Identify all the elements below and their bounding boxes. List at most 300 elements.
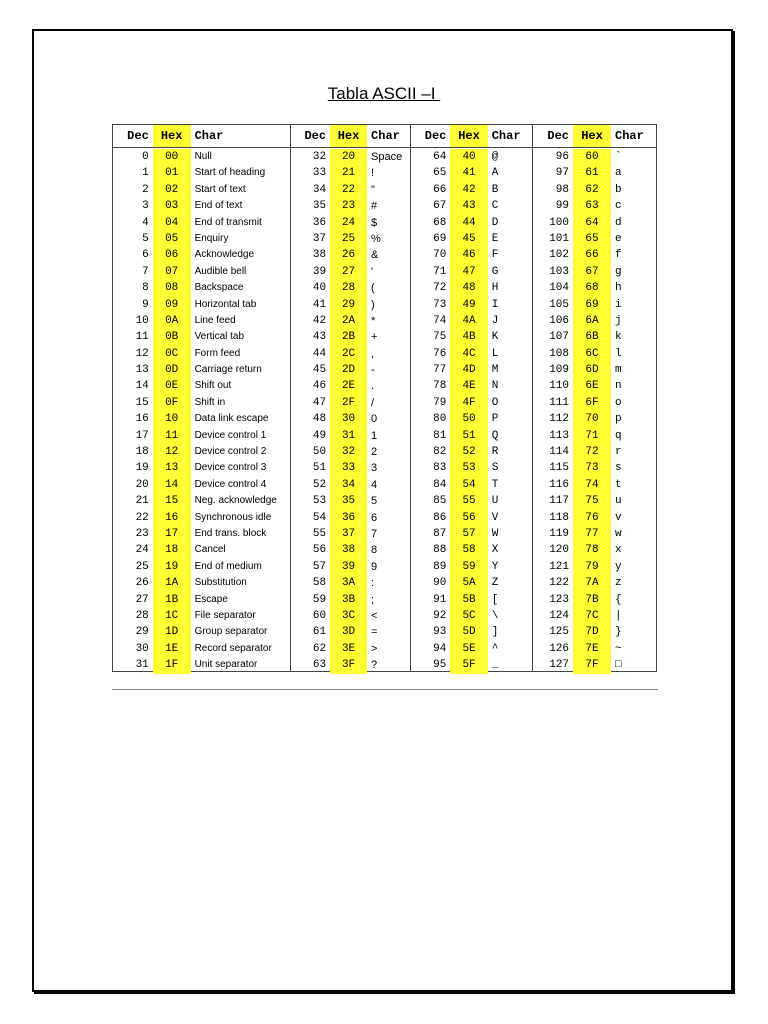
hex-cell: 41 <box>450 165 487 181</box>
char-cell: | <box>615 609 622 622</box>
dec-cell: 70 <box>433 249 447 262</box>
hex-cell: 2A <box>330 313 367 329</box>
dec-cell: 56 <box>312 544 327 557</box>
dec-cell: 89 <box>433 560 447 573</box>
hex-cell: 65 <box>573 231 611 247</box>
table-row <box>533 493 656 509</box>
hex-cell: 2C <box>330 346 367 362</box>
char-cell: 4 <box>371 478 378 491</box>
hex-cell: 48 <box>450 280 487 296</box>
dec-cell: 83 <box>433 462 447 475</box>
char-cell: ; <box>371 593 375 606</box>
table-row <box>291 264 410 280</box>
char-cell: A <box>491 167 499 180</box>
table-row <box>113 362 290 378</box>
table-row <box>113 313 290 329</box>
dec-cell: 34 <box>312 183 327 196</box>
dec-cell: 3 <box>142 200 149 213</box>
char-cell: G <box>491 265 499 278</box>
hex-cell: 7E <box>573 641 611 657</box>
table-row <box>291 526 410 542</box>
table-row <box>411 411 532 427</box>
hex-cell: 06 <box>153 247 191 263</box>
hex-cell: 26 <box>330 247 367 263</box>
hex-cell: 6D <box>573 362 611 378</box>
table-rows <box>113 148 290 674</box>
char-cell: l <box>615 347 622 360</box>
hex-cell: 14 <box>153 477 191 493</box>
char-cell: Audible bell <box>194 265 247 277</box>
hex-cell: 6B <box>573 329 611 345</box>
header-char: Char <box>194 129 224 143</box>
char-cell: 3 <box>371 462 378 475</box>
dec-cell: 71 <box>433 265 447 278</box>
table-row <box>291 297 410 313</box>
char-cell: T <box>491 478 499 491</box>
hex-cell: 52 <box>450 444 487 460</box>
table-row <box>291 510 410 526</box>
char-cell: Device control 1 <box>194 429 267 441</box>
table-row <box>291 559 410 575</box>
table-row <box>291 592 410 608</box>
dec-cell: 114 <box>549 446 569 459</box>
header-hex: Hex <box>153 125 191 147</box>
hex-cell: 6C <box>573 346 611 362</box>
char-cell: \ <box>491 609 499 622</box>
hex-cell: 67 <box>573 264 611 280</box>
hex-cell: 3E <box>330 641 367 657</box>
dec-cell: 52 <box>312 478 327 491</box>
dec-cell: 33 <box>312 167 327 180</box>
header-row <box>411 125 532 148</box>
table-row <box>533 346 656 362</box>
dec-cell: 75 <box>433 331 447 344</box>
table-row <box>411 215 532 231</box>
table-row <box>411 362 532 378</box>
table-row <box>291 575 410 591</box>
dec-cell: 117 <box>549 495 569 508</box>
dec-cell: 123 <box>549 593 569 606</box>
dec-cell: 53 <box>312 495 327 508</box>
dec-cell: 31 <box>135 659 149 672</box>
char-cell: M <box>491 364 499 377</box>
dec-cell: 86 <box>433 511 447 524</box>
char-cell: J <box>491 314 499 327</box>
dec-cell: 7 <box>142 265 149 278</box>
header-row <box>113 125 290 148</box>
table-row <box>113 657 290 673</box>
char-cell: N <box>491 380 499 393</box>
table-row <box>533 526 656 542</box>
char-cell: Cancel <box>194 544 226 556</box>
hex-cell: 60 <box>573 149 611 165</box>
dec-cell: 26 <box>135 577 149 590</box>
hex-cell: 29 <box>330 297 367 313</box>
hex-cell: 01 <box>153 165 191 181</box>
char-cell: { <box>615 593 622 606</box>
dec-cell: 90 <box>433 577 447 590</box>
hex-cell: 70 <box>573 411 611 427</box>
hex-cell: 66 <box>573 247 611 263</box>
table-row <box>291 362 410 378</box>
table-row <box>411 460 532 476</box>
table-row <box>533 411 656 427</box>
dec-cell: 81 <box>433 429 447 442</box>
hex-cell: 4B <box>450 329 487 345</box>
hex-cell: 0C <box>153 346 191 362</box>
table-row <box>411 493 532 509</box>
dec-cell: 94 <box>433 642 447 655</box>
table-row <box>113 444 290 460</box>
hex-cell: 2F <box>330 395 367 411</box>
dec-cell: 102 <box>549 249 569 262</box>
header-hex: Hex <box>450 125 487 147</box>
hex-cell: 3A <box>330 575 367 591</box>
table-row <box>533 624 656 640</box>
dec-cell: 17 <box>135 429 149 442</box>
char-cell: 1 <box>371 429 378 442</box>
char-cell: Data link escape <box>194 413 269 425</box>
dec-cell: 113 <box>549 429 569 442</box>
hex-cell: 36 <box>330 510 367 526</box>
table-row <box>411 378 532 394</box>
hex-cell: 09 <box>153 297 191 313</box>
table-row <box>291 165 410 181</box>
header-row <box>291 125 410 148</box>
horizontal-rule <box>112 689 658 690</box>
table-row <box>113 149 290 165</box>
hex-cell: 49 <box>450 297 487 313</box>
hex-cell: 0F <box>153 395 191 411</box>
char-cell: > <box>371 642 378 655</box>
dec-cell: 39 <box>312 265 327 278</box>
dec-cell: 76 <box>433 347 447 360</box>
dec-cell: 35 <box>312 200 327 213</box>
hex-cell: 7D <box>573 624 611 640</box>
table-row <box>411 297 532 313</box>
hex-cell: 33 <box>330 460 367 476</box>
char-cell: Substitution <box>194 577 247 589</box>
dec-cell: 109 <box>549 364 569 377</box>
hex-cell: 5C <box>450 608 487 624</box>
table-row <box>291 313 410 329</box>
table-row <box>113 165 290 181</box>
char-cell: Carriage return <box>194 364 262 376</box>
char-cell: / <box>371 396 375 409</box>
table-row <box>113 182 290 198</box>
hex-cell: 56 <box>450 510 487 526</box>
hex-cell: 24 <box>330 215 367 231</box>
table-row <box>113 624 290 640</box>
char-cell: $ <box>371 216 378 229</box>
hex-cell: 78 <box>573 542 611 558</box>
dec-cell: 74 <box>433 314 447 327</box>
hex-cell: 7F <box>573 657 611 673</box>
table-row <box>533 362 656 378</box>
char-cell: " <box>371 183 375 196</box>
table-row <box>411 526 532 542</box>
char-cell: . <box>371 380 375 393</box>
dec-cell: 25 <box>135 560 149 573</box>
char-cell: z <box>615 577 622 590</box>
hex-cell: 02 <box>153 182 191 198</box>
dec-cell: 47 <box>312 396 327 409</box>
dec-cell: 101 <box>549 232 569 245</box>
char-cell: } <box>615 626 622 639</box>
char-cell: O <box>491 396 499 409</box>
table-row <box>291 641 410 657</box>
dec-cell: 28 <box>135 609 149 622</box>
hex-cell: 4D <box>450 362 487 378</box>
char-cell: < <box>371 609 378 622</box>
dec-cell: 27 <box>135 593 149 606</box>
table-rows <box>291 148 410 674</box>
hex-cell: 7C <box>573 608 611 624</box>
dec-cell: 41 <box>312 298 327 311</box>
header-dec: Dec <box>304 129 327 143</box>
hex-cell: 38 <box>330 542 367 558</box>
hex-cell: 43 <box>450 198 487 214</box>
hex-cell: 4A <box>450 313 487 329</box>
table-row <box>533 542 656 558</box>
char-cell: Null <box>194 151 212 162</box>
dec-cell: 8 <box>142 282 149 295</box>
hex-cell: 05 <box>153 231 191 247</box>
hex-cell: 47 <box>450 264 487 280</box>
hex-cell: 61 <box>573 165 611 181</box>
dec-cell: 60 <box>312 609 327 622</box>
dec-cell: 38 <box>312 249 327 262</box>
table-row <box>533 575 656 591</box>
char-cell: h <box>615 282 622 295</box>
char-cell: a <box>615 167 622 180</box>
hex-cell: 3C <box>330 608 367 624</box>
table-row <box>113 247 290 263</box>
char-cell: Q <box>491 429 499 442</box>
table-row <box>291 428 410 444</box>
hex-cell: 10 <box>153 411 191 427</box>
dec-cell: 84 <box>433 478 447 491</box>
hex-cell: 11 <box>153 428 191 444</box>
char-cell: [ <box>491 593 499 606</box>
dec-cell: 107 <box>549 331 569 344</box>
table-row <box>113 346 290 362</box>
table-row <box>533 198 656 214</box>
table-row <box>291 280 410 296</box>
dec-cell: 14 <box>135 380 149 393</box>
table-row <box>291 182 410 198</box>
table-row <box>291 247 410 263</box>
table-row <box>113 378 290 394</box>
hex-cell: 3B <box>330 592 367 608</box>
char-cell: Start of text <box>194 183 246 195</box>
char-cell: - <box>371 364 375 377</box>
table-row <box>411 149 532 165</box>
table-row <box>113 231 290 247</box>
char-cell: Start of heading <box>194 167 266 179</box>
dec-cell: 48 <box>312 413 327 426</box>
header-char: Char <box>371 129 400 143</box>
table-row <box>113 493 290 509</box>
hex-cell: 75 <box>573 493 611 509</box>
table-row <box>113 411 290 427</box>
dec-cell: 64 <box>433 151 447 163</box>
dec-cell: 91 <box>433 593 447 606</box>
ascii-table <box>112 124 657 672</box>
page-title-text: Tabla ASCII –I <box>327 84 441 103</box>
table-row <box>411 395 532 411</box>
table-row <box>113 395 290 411</box>
char-cell: E <box>491 232 499 245</box>
hex-cell: 4F <box>450 395 487 411</box>
char-cell: % <box>371 232 381 245</box>
dec-cell: 20 <box>135 478 149 491</box>
char-cell: ` <box>615 151 622 163</box>
char-cell: Device control 3 <box>194 462 267 474</box>
dec-cell: 46 <box>312 380 327 393</box>
dec-cell: 59 <box>312 593 327 606</box>
dec-cell: 97 <box>555 167 569 180</box>
hex-cell: 72 <box>573 444 611 460</box>
dec-cell: 11 <box>135 331 149 344</box>
char-cell: ( <box>371 282 375 295</box>
hex-cell: 16 <box>153 510 191 526</box>
hex-cell: 31 <box>330 428 367 444</box>
char-cell: @ <box>491 151 499 163</box>
dec-cell: 49 <box>312 429 327 442</box>
hex-cell: 6F <box>573 395 611 411</box>
dec-cell: 106 <box>549 314 569 327</box>
dec-cell: 6 <box>142 249 149 262</box>
table-row <box>113 608 290 624</box>
char-cell: o <box>615 396 622 409</box>
dec-cell: 37 <box>312 232 327 245</box>
table-row <box>113 264 290 280</box>
char-cell: 7 <box>371 527 378 540</box>
dec-cell: 50 <box>312 446 327 459</box>
table-row <box>411 231 532 247</box>
hex-cell: 34 <box>330 477 367 493</box>
hex-cell: 4E <box>450 378 487 394</box>
char-cell: 9 <box>371 560 378 573</box>
table-row <box>411 575 532 591</box>
table-row <box>113 428 290 444</box>
table-row <box>291 657 410 673</box>
table-row <box>411 592 532 608</box>
char-cell: _ <box>491 659 499 672</box>
dec-cell: 108 <box>549 347 569 360</box>
char-cell: Vertical tab <box>194 331 245 343</box>
char-cell: j <box>615 314 622 327</box>
hex-cell: 30 <box>330 411 367 427</box>
char-cell: = <box>371 626 378 639</box>
table-row <box>533 428 656 444</box>
char-cell: Escape <box>194 593 228 605</box>
hex-cell: 39 <box>330 559 367 575</box>
table-row <box>533 329 656 345</box>
hex-cell: 3D <box>330 624 367 640</box>
hex-cell: 77 <box>573 526 611 542</box>
dec-cell: 4 <box>142 216 149 229</box>
header-dec: Dec <box>424 129 447 143</box>
hex-cell: 0D <box>153 362 191 378</box>
char-cell: U <box>491 495 499 508</box>
hex-cell: 03 <box>153 198 191 214</box>
dec-cell: 124 <box>549 609 569 622</box>
table-row <box>533 510 656 526</box>
char-cell: + <box>371 331 378 344</box>
char-cell: e <box>615 232 622 245</box>
dec-cell: 127 <box>549 659 569 672</box>
hex-cell: 79 <box>573 559 611 575</box>
table-row <box>533 182 656 198</box>
hex-cell: 46 <box>450 247 487 263</box>
dec-cell: 67 <box>433 200 447 213</box>
char-cell: d <box>615 216 622 229</box>
dec-cell: 9 <box>142 298 149 311</box>
hex-cell: 5B <box>450 592 487 608</box>
table-row <box>411 280 532 296</box>
dec-cell: 55 <box>312 527 327 540</box>
table-row <box>113 592 290 608</box>
char-cell: End trans. block <box>194 527 267 539</box>
table-row <box>291 460 410 476</box>
char-cell: F <box>491 249 499 262</box>
dec-cell: 51 <box>312 462 327 475</box>
char-cell: v <box>615 511 622 524</box>
hex-cell: 18 <box>153 542 191 558</box>
hex-cell: 42 <box>450 182 487 198</box>
char-cell: H <box>491 282 499 295</box>
table-row <box>533 313 656 329</box>
table-row <box>411 657 532 673</box>
table-row <box>533 264 656 280</box>
char-cell: b <box>615 183 622 196</box>
hex-cell: 40 <box>450 149 487 165</box>
dec-cell: 58 <box>312 577 327 590</box>
dec-cell: 119 <box>549 527 569 540</box>
table-row <box>533 395 656 411</box>
hex-cell: 74 <box>573 477 611 493</box>
dec-cell: 96 <box>555 151 569 163</box>
dec-cell: 87 <box>433 527 447 540</box>
dec-cell: 0 <box>142 151 149 163</box>
char-cell: C <box>491 200 499 213</box>
hex-cell: 5E <box>450 641 487 657</box>
char-cell: Acknowledge <box>194 249 255 261</box>
hex-cell: 37 <box>330 526 367 542</box>
char-cell: End of transmit <box>194 216 262 228</box>
char-cell: k <box>615 331 622 344</box>
dec-cell: 66 <box>433 183 447 196</box>
hex-cell: 53 <box>450 460 487 476</box>
dec-cell: 30 <box>135 642 149 655</box>
hex-cell: 3F <box>330 657 367 673</box>
table-row <box>411 624 532 640</box>
dec-cell: 1 <box>142 167 149 180</box>
hex-cell: 12 <box>153 444 191 460</box>
char-cell: W <box>491 527 499 540</box>
char-cell: ' <box>371 265 374 278</box>
table-row <box>411 542 532 558</box>
hex-cell: 15 <box>153 493 191 509</box>
hex-cell: 22 <box>330 182 367 198</box>
table-row <box>113 477 290 493</box>
dec-cell: 95 <box>433 659 447 672</box>
hex-cell: 64 <box>573 215 611 231</box>
dec-cell: 85 <box>433 495 447 508</box>
table-row <box>533 165 656 181</box>
